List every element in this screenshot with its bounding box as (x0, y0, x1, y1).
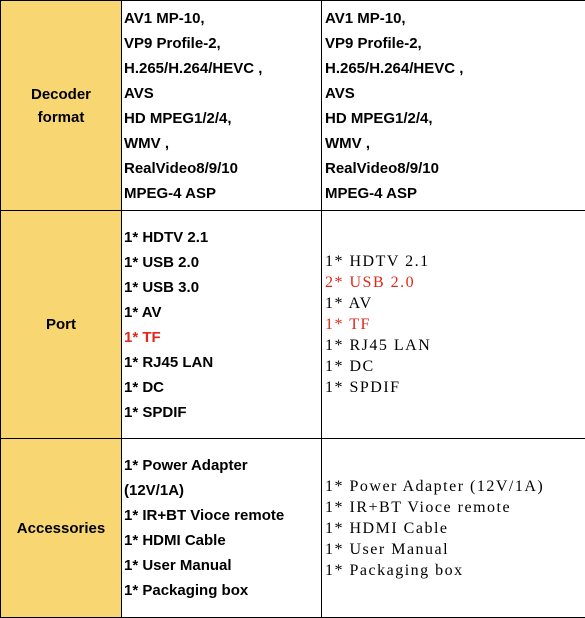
port-item: 1* RJ45 LAN (325, 335, 585, 356)
decoder-format-model-a (122, 1, 322, 211)
port-item: 1* HDTV 2.1 (124, 225, 321, 250)
accessory-item: 1* User Manual (124, 553, 321, 578)
decoder-item: WMV , (124, 131, 321, 156)
accessories-model-a (122, 439, 322, 618)
accessories-row (1, 439, 585, 618)
port-row (1, 211, 585, 439)
accessories-model-b (322, 439, 585, 618)
decoder-item: MPEG-4 ASP (124, 181, 321, 206)
accessory-item: 1* Power Adapter (124, 453, 321, 478)
port-label: Port (46, 316, 76, 333)
decoder-format-row (1, 1, 585, 211)
decoder-item: H.265/H.264/HEVC , (124, 56, 321, 81)
port-item: 1* SPDIF (124, 400, 321, 425)
decoder-item: VP9 Profile-2, (124, 31, 321, 56)
port-item: 1* SPDIF (325, 377, 585, 398)
accessories-label: Accessories (17, 520, 105, 537)
accessory-item: 1* HDMI Cable (325, 518, 585, 539)
port-item: 1* AV (124, 300, 321, 325)
decoder-item: AV1 MP-10, (124, 6, 321, 31)
port-model-b (322, 211, 585, 439)
accessory-item: 1* Packaging box (124, 578, 321, 603)
port-item: 1* USB 2.0 (124, 250, 321, 275)
decoder-format-label-cell (1, 1, 122, 211)
decoder-item: HD MPEG1/2/4, (325, 106, 585, 131)
decoder-item: HD MPEG1/2/4, (124, 106, 321, 131)
port-item-highlight: 2* USB 2.0 (325, 272, 585, 293)
decoder-format-model-b (322, 1, 585, 211)
accessory-item: 1* IR+BT Vioce remote (325, 497, 585, 518)
accessory-item: 1* HDMI Cable (124, 528, 321, 553)
accessory-item: 1* Power Adapter (12V/1A) (325, 476, 585, 497)
port-item-highlight: 1* TF (124, 325, 321, 350)
decoder-item: AVS (124, 81, 321, 106)
decoder-item: VP9 Profile-2, (325, 31, 585, 56)
decoder-item: RealVideo8/9/10 (124, 156, 321, 181)
port-item: 1* DC (325, 356, 585, 377)
decoder-item: RealVideo8/9/10 (325, 156, 585, 181)
port-model-a (122, 211, 322, 439)
accessory-item: 1* Packaging box (325, 560, 585, 581)
decoder-format-label-line1: Decoder (31, 86, 91, 103)
accessory-item: 1* User Manual (325, 539, 585, 560)
decoder-format-label-line2: format (38, 109, 85, 126)
decoder-item: AV1 MP-10, (325, 6, 585, 31)
port-item: 1* AV (325, 293, 585, 314)
port-label-cell (1, 211, 122, 439)
port-item: 1* USB 3.0 (124, 275, 321, 300)
decoder-item: MPEG-4 ASP (325, 181, 585, 206)
decoder-item: WMV , (325, 131, 585, 156)
port-item: 1* DC (124, 375, 321, 400)
port-item: 1* HDTV 2.1 (325, 251, 585, 272)
accessories-label-cell (1, 439, 122, 618)
decoder-item: AVS (325, 81, 585, 106)
accessory-item: (12V/1A) (124, 478, 321, 503)
port-item-highlight: 1* TF (325, 314, 585, 335)
accessory-item: 1* IR+BT Vioce remote (124, 503, 321, 528)
decoder-item: H.265/H.264/HEVC , (325, 56, 585, 81)
port-item: 1* RJ45 LAN (124, 350, 321, 375)
